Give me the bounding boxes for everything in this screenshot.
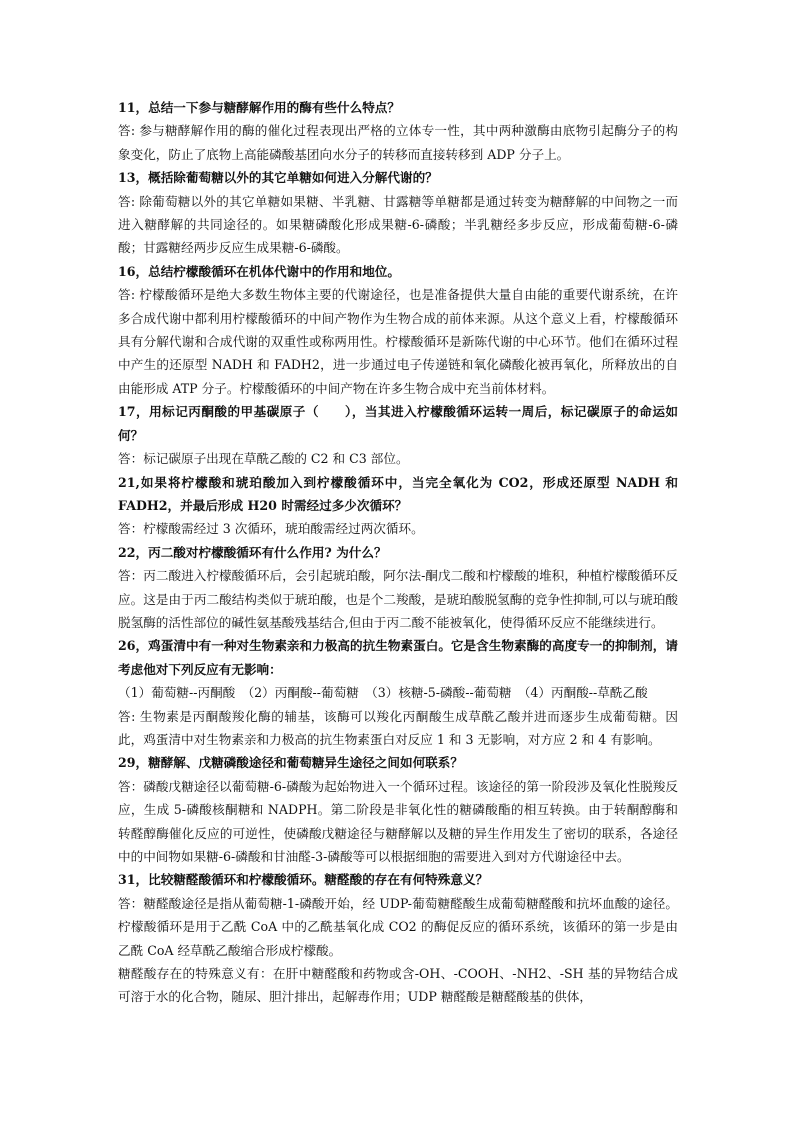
- question-22: 22，丙二酸对柠檬酸循环有什么作用? 为什么？: [118, 544, 387, 560]
- answer-21: 答：柠檬酸需经过 3 次循环，琥珀酸需经过两次循环。: [118, 521, 424, 537]
- answer-31: 答：糖醛酸途径是指从葡萄糖-1-磷酸开始，经 UDP-葡萄糖醛酸生成葡萄糖醛酸和抗坏血酸的途径。柠檬酸循环是用于乙酰 CoA 中的乙酰基氧化成 CO2 的酶促反应的循环系统，该循环的第一步是由乙酰 CoA 经草酰乙酸缩合形成柠檬酸。: [118, 895, 678, 958]
- question-17: 17，用标记丙酮酸的甲基碳原子（ ），当其进入柠檬酸循环运转一周后，标记碳原子的命运如何？: [118, 404, 678, 443]
- answer-16: 答: 柠檬酸循环是绝大多数生物体主要的代谢途径，也是准备提供大量自由能的重要代谢系统，在许多合成代谢中都利用柠檬酸循环的中间产物作为生物合成的前体来源。从这个意义上看，柠檬酸循环具有分解代谢和合成代谢的双重性或称两用性。柠檬酸循环是新陈代谢的中心环节。他们在循环过程中产生的还原型 NADH 和 FADH2，进一步通过电子传递链和氧化磷酸化被再氧化，所释放出的自由能形成 ATP 分子。柠檬酸循环的中间产物在许多生物合成中充当前体材料。: [118, 287, 678, 396]
- question-13: 13，概括除葡萄糖以外的其它单糖如何进入分解代谢的？: [118, 170, 438, 186]
- document-page: [118, 96, 678, 1009]
- question-29: 29，糖酵解、戊糖磷酸途径和葡萄糖异生途径之间如何联系？: [118, 755, 463, 771]
- question-11: 11，总结一下参与糖酵解作用的酶有些什么特点？: [118, 100, 400, 115]
- question-31: 31，比较糖醛酸循环和柠檬酸循环。糖醛酸的存在有何特殊意义？: [118, 872, 489, 888]
- answer-11: 答: 参与糖酵解作用的酶的催化过程表现出严格的立体专一性，其中两种激酶由底物引起酶分子的构象变化，防止了底物上高能磷酸基团向水分子的转移而直接转移到 ADP 分子上。: [118, 123, 678, 162]
- question-16: 16，总结柠檬酸循环在机体代谢中的作用和地位。: [118, 263, 400, 279]
- question-26: 26，鸡蛋清中有一种对生物素亲和力极高的抗生物素蛋白。它是含生物素酶的高度专一的抑制剂，请考虑他对下列反应有无影响：: [118, 638, 678, 677]
- reaction-options-26: （1）葡萄糖--丙酮酸 （2）丙酮酸--葡萄糖 （3）核糖-5-磷酸--葡萄糖 （4）丙酮酸--草酰乙酸: [118, 685, 648, 701]
- answer-26: 答: 生物素是丙酮酸羧化酶的辅基，该酶可以羧化丙酮酸生成草酰乙酸并进而逐步生成葡萄糖。因此，鸡蛋清中对生物素亲和力极高的抗生物素蛋白对反应 1 和 3 无影响，对方应 2 和 4 有影响。: [118, 708, 678, 747]
- answer-29: 答：磷酸戊糖途径以葡萄糖-6-磷酸为起始物进入一个循环过程。该途径的第一阶段涉及氧化性脱羧反应，生成 5-磷酸核酮糖和 NADPH。第二阶段是非氧化性的糖磷酸酯的相互转换。由于转酮醇酶和转醛醇酶催化反应的可逆性，使磷酸戊糖途径与糖酵解以及糖的异生作用发生了密切的联系，各途径中的中间物如果糖-6-磷酸和甘油醛-3-磷酸等可以根据细胞的需要进入到对方代谢途径中去。: [118, 778, 678, 864]
- answer-31-continued: 糖醛酸存在的特殊意义有：在肝中糖醛酸和药物或含-OH、-COOH、-NH2、-SH 基的异物结合成可溶于水的化合物，随尿、胆汁排出，起解毒作用；UDP 糖醛酸是糖醛酸基的供体，: [118, 966, 678, 1005]
- answer-17: 答：标记碳原子出现在草酰乙酸的 C2 和 C3 部位。: [118, 451, 409, 467]
- answer-13: 答: 除葡萄糖以外的其它单糖如果糖、半乳糖、甘露糖等单糖都是通过转变为糖酵解的中间物之一而进入糖酵解的共同途径的。如果糖磷酸化形成果糖-6-磷酸；半乳糖经多步反应，形成葡萄糖-6-磷酸；甘露糖经两步反应生成果糖-6-磷酸。: [118, 193, 678, 256]
- question-21: 21,如果将柠檬酸和琥珀酸加入到柠檬酸循环中，当完全氧化为 CO2，形成还原型 NADH 和 FADH2，并最后形成 H20 时需经过多少次循环？: [118, 474, 678, 513]
- answer-22: 答：丙二酸进入柠檬酸循环后，会引起琥珀酸，阿尔法-酮戊二酸和柠檬酸的堆积，种植柠檬酸循环反应。这是由于丙二酸结构类似于琥珀酸，也是个二羧酸，是琥珀酸脱氢酶的竞争性抑制,可以与琥珀酸脱氢酶的活性部位的碱性氨基酸残基结合,但由于丙二酸不能被氧化，使得循环反应不能继续进行。: [118, 568, 678, 630]
